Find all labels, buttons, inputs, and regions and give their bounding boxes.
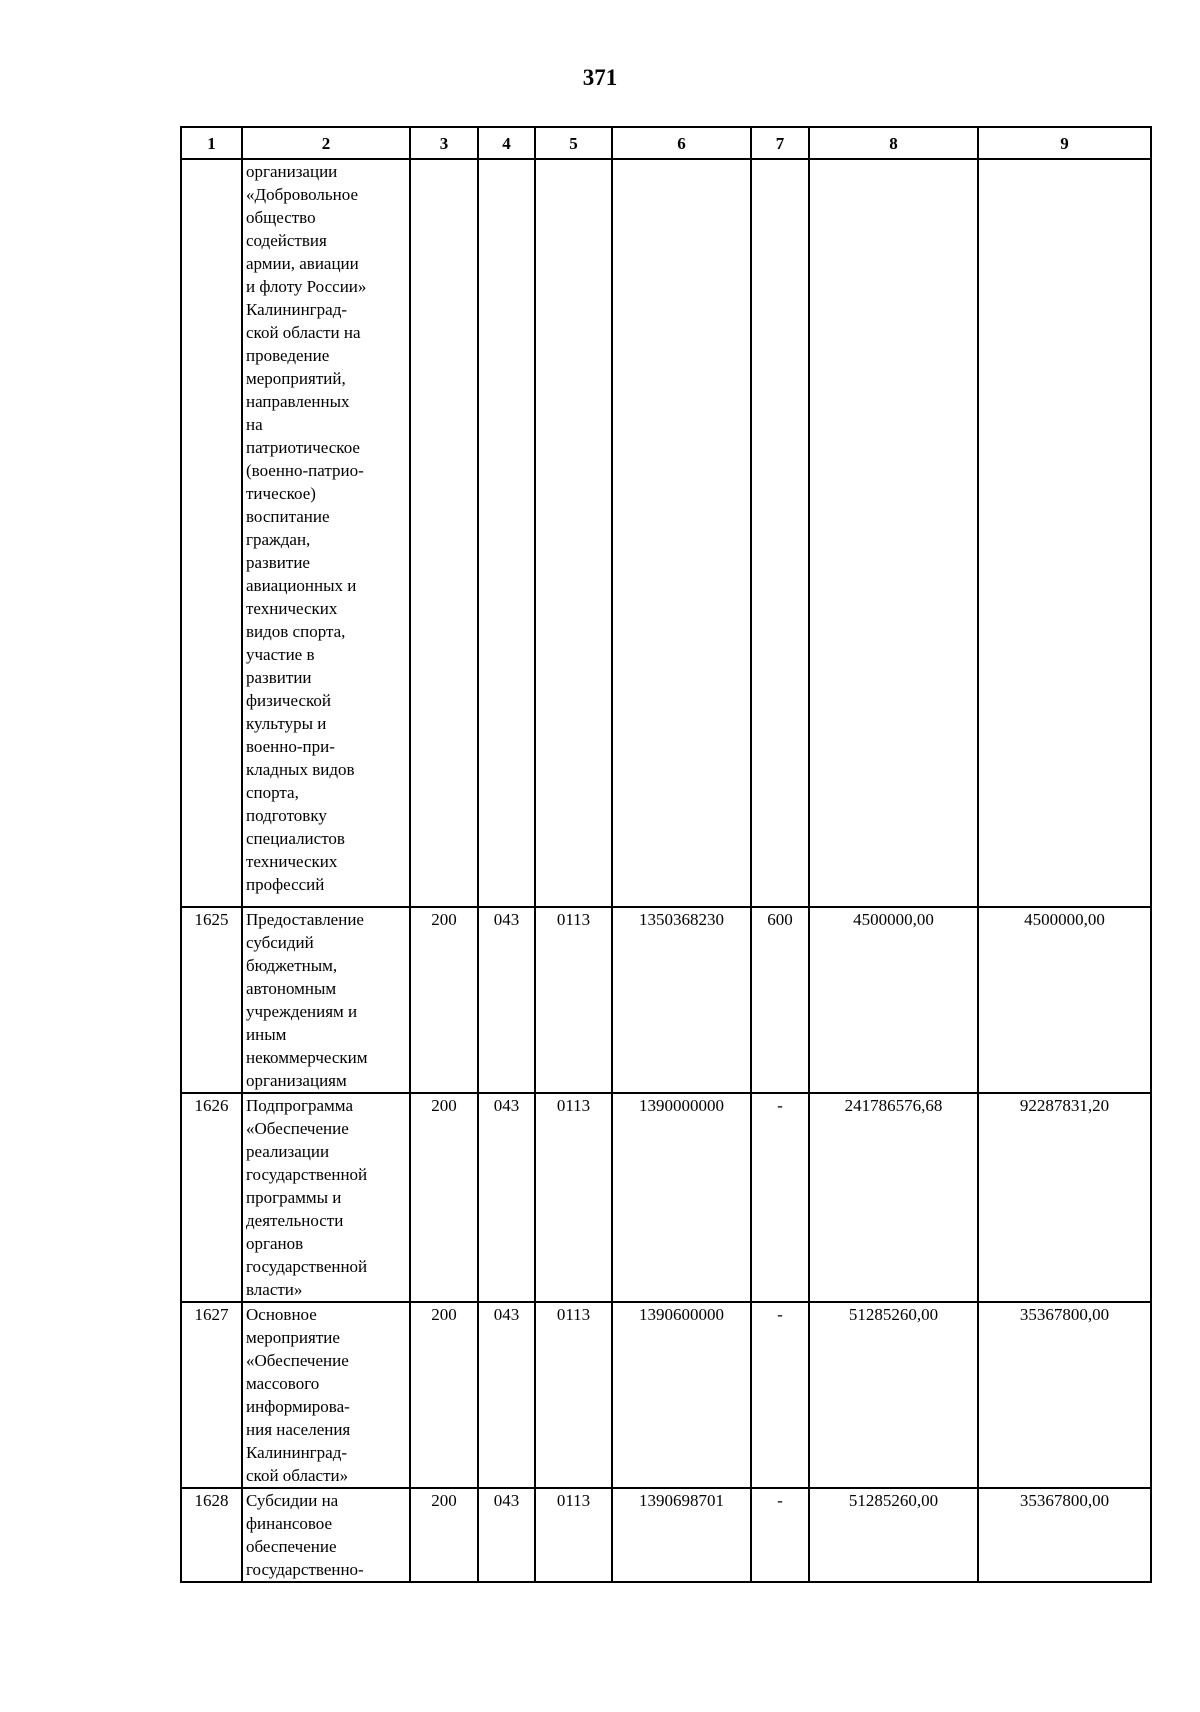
- row-col7-cell: -: [751, 1488, 809, 1582]
- page-number: 371: [582, 65, 618, 90]
- row-col6-cell: 1390000000: [612, 1093, 751, 1302]
- row-number-cell: 1626: [181, 1093, 242, 1302]
- row-col8-cell: 51285260,00: [809, 1302, 978, 1488]
- row-col8-cell: 51285260,00: [809, 1488, 978, 1582]
- row-number-cell: 1627: [181, 1302, 242, 1488]
- table-row: [181, 1488, 1151, 1582]
- row-col5-cell: 0113: [535, 907, 612, 1093]
- row-col9-cell: 35367800,00: [978, 1302, 1151, 1488]
- row-col7-cell: [751, 159, 809, 907]
- column-header-1: 1: [181, 127, 242, 159]
- row-col6-cell: 1350368230: [612, 907, 751, 1093]
- column-header-4: 4: [478, 127, 535, 159]
- row-col3-cell: [410, 159, 478, 907]
- row-name-cell: Основное мероприятие «Обеспечение массового информирова- ния населения Калининград- ской области»: [242, 1302, 410, 1488]
- row-col8-cell: [809, 159, 978, 907]
- table-row: [181, 1093, 1151, 1302]
- row-name-cell: Субсидии на финансовое обеспечение государственно-: [242, 1488, 410, 1582]
- row-name-cell: организации «Добровольное общество содействия армии, авиации и флоту России» Калининград- ской области на проведение мероприятий, направленных на патриотическое (военно-патрио- тическое) воспитание граждан, развитие авиационных и технических видов спорта, участие в развитии физической культуры и военно-при- кладных видов спорта, подготовку специалистов технических профессий: [242, 159, 410, 907]
- column-header-7: 7: [751, 127, 809, 159]
- row-number-cell: 1625: [181, 907, 242, 1093]
- row-col5-cell: 0113: [535, 1488, 612, 1582]
- column-header-6: 6: [612, 127, 751, 159]
- row-col7-cell: 600: [751, 907, 809, 1093]
- row-col4-cell: 043: [478, 1488, 535, 1582]
- row-col9-cell: 35367800,00: [978, 1488, 1151, 1582]
- row-col3-cell: 200: [410, 1093, 478, 1302]
- column-header-8: 8: [809, 127, 978, 159]
- row-col3-cell: 200: [410, 907, 478, 1093]
- header-row: [181, 127, 1151, 159]
- row-col9-cell: 92287831,20: [978, 1093, 1151, 1302]
- column-header-2: 2: [242, 127, 410, 159]
- table-row: [181, 159, 1151, 907]
- row-col5-cell: 0113: [535, 1093, 612, 1302]
- row-col3-cell: 200: [410, 1488, 478, 1582]
- row-col3-cell: 200: [410, 1302, 478, 1488]
- column-header-3: 3: [410, 127, 478, 159]
- row-number-cell: 1628: [181, 1488, 242, 1582]
- row-name-cell: Предоставление субсидий бюджетным, автономным учреждениям и иным некоммерческим организациям: [242, 907, 410, 1093]
- row-col6-cell: 1390698701: [612, 1488, 751, 1582]
- row-col4-cell: 043: [478, 907, 535, 1093]
- row-col6-cell: [612, 159, 751, 907]
- column-header-5: 5: [535, 127, 612, 159]
- row-col8-cell: 241786576,68: [809, 1093, 978, 1302]
- row-col5-cell: [535, 159, 612, 907]
- row-col9-cell: [978, 159, 1151, 907]
- row-col7-cell: -: [751, 1093, 809, 1302]
- row-col4-cell: 043: [478, 1302, 535, 1488]
- row-col5-cell: 0113: [535, 1302, 612, 1488]
- row-col4-cell: [478, 159, 535, 907]
- row-col8-cell: 4500000,00: [809, 907, 978, 1093]
- budget-table: [180, 126, 1152, 1583]
- table-row: [181, 1302, 1151, 1488]
- table-row: [181, 907, 1151, 1093]
- row-name-cell: Подпрограмма «Обеспечение реализации государственной программы и деятельности органов государственной власти»: [242, 1093, 410, 1302]
- row-col4-cell: 043: [478, 1093, 535, 1302]
- row-col9-cell: 4500000,00: [978, 907, 1151, 1093]
- row-number-cell: [181, 159, 242, 907]
- column-header-9: 9: [978, 127, 1151, 159]
- row-col6-cell: 1390600000: [612, 1302, 751, 1488]
- row-col7-cell: -: [751, 1302, 809, 1488]
